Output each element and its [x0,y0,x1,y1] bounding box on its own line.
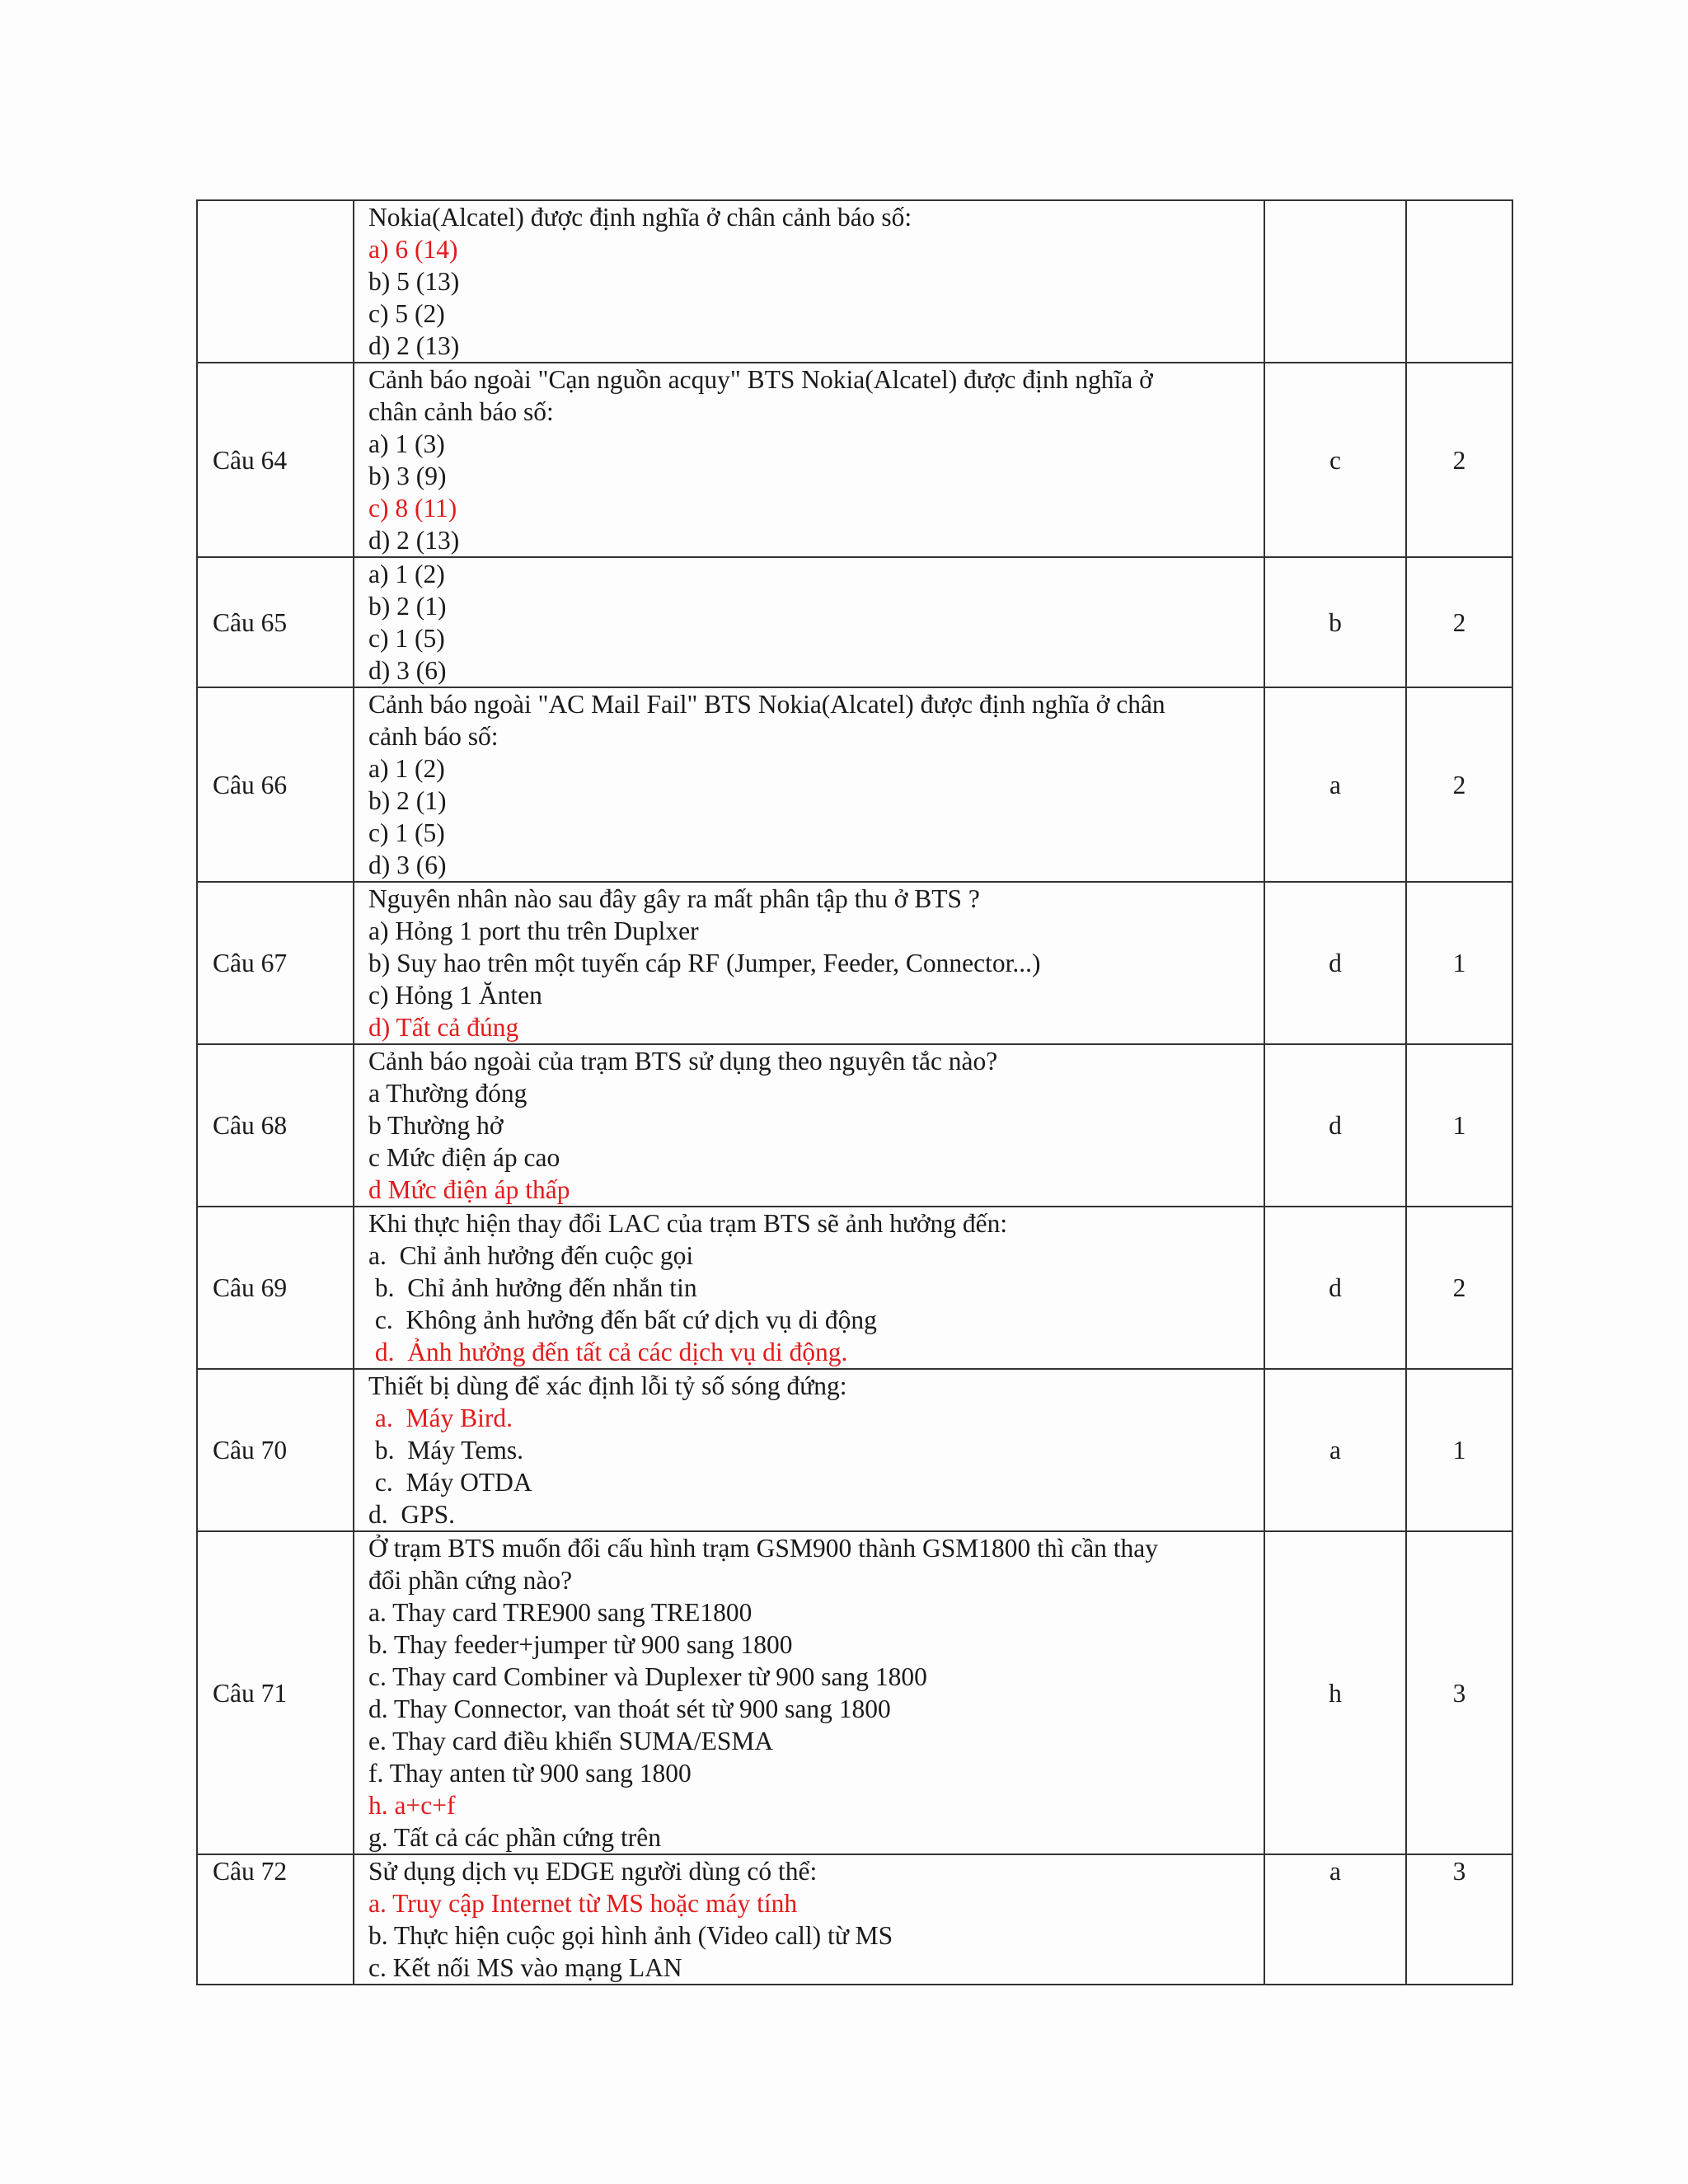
question-number: Câu 71 [197,1531,354,1854]
question-line: d) 2 (13) [368,331,460,360]
question-row [197,1207,1512,1369]
question-row [197,1044,1512,1207]
question-table [196,199,1513,1985]
difficulty-level: 2 [1406,557,1512,687]
question-line: Ở trạm BTS muốn đổi cấu hình trạm GSM900 thành GSM1800 thì cần thay [368,1534,1159,1563]
question-line: a) 1 (2) [368,754,445,783]
question-row [197,1369,1512,1531]
question-line: chân cảnh báo số: [368,397,554,426]
answer-key: d [1264,1044,1406,1207]
correct-option-line: c) 8 (11) [368,494,457,523]
correct-option-line: d) Tất cả đúng [368,1013,519,1042]
question-line: f. Thay anten từ 900 sang 1800 [368,1759,692,1788]
question-line: b. Máy Tems. [368,1436,523,1465]
question-number [197,200,354,363]
answer-key: h [1264,1531,1406,1854]
question-text-cell [354,1044,1264,1207]
question-text-cell [354,687,1264,882]
question-text-cell [354,200,1264,363]
question-line: b) Suy hao trên một tuyến cáp RF (Jumper, Feeder, Connector...) [368,949,1041,977]
question-row [197,1531,1512,1854]
question-line: c) 5 (2) [368,299,445,328]
question-row [197,200,1512,363]
question-line: Khi thực hiện thay đổi LAC của trạm BTS sẽ ảnh hưởng đến: [368,1209,1008,1238]
question-number: Câu 64 [197,363,354,557]
difficulty-level: 1 [1406,882,1512,1044]
question-text-cell [354,1854,1264,1985]
answer-key: d [1264,1207,1406,1369]
question-line: a Thường đóng [368,1079,528,1108]
question-text-cell [354,1369,1264,1531]
answer-key [1264,200,1406,363]
question-line: cảnh báo số: [368,722,499,751]
difficulty-level: 2 [1406,1207,1512,1369]
question-number: Câu 69 [197,1207,354,1369]
correct-option-line: a. Truy cập Internet từ MS hoặc máy tính [368,1889,798,1918]
answer-key: a [1264,1369,1406,1531]
question-line: a. Chỉ ảnh hưởng đến cuộc gọi [368,1241,694,1270]
question-line: Nguyên nhân nào sau đây gây ra mất phân tập thu ở BTS ? [368,884,980,913]
correct-option-line: h. a+c+f [368,1791,456,1820]
question-text-cell [354,1531,1264,1854]
correct-option-line: d. Ảnh hưởng đến tất cả các dịch vụ di động. [368,1338,848,1366]
question-line: d. Thay Connector, van thoát sét từ 900 sang 1800 [368,1694,891,1723]
difficulty-level: 1 [1406,1369,1512,1531]
question-line: d) 2 (13) [368,526,460,555]
difficulty-level: 2 [1406,363,1512,557]
question-table-body [197,200,1512,1985]
question-line: c. Thay card Combiner và Duplexer từ 900 sang 1800 [368,1662,927,1691]
question-number: Câu 66 [197,687,354,882]
question-line: a) Hỏng 1 port thu trên Duplxer [368,916,699,945]
question-row [197,363,1512,557]
question-line: d. GPS. [368,1500,456,1529]
question-line: đổi phần cứng nào? [368,1566,573,1595]
question-line: d) 3 (6) [368,851,447,879]
answer-key: b [1264,557,1406,687]
question-line: a) 1 (3) [368,429,445,458]
question-line: b) 3 (9) [368,462,447,490]
question-line: a) 1 (2) [368,560,445,588]
question-number: Câu 68 [197,1044,354,1207]
question-line: b) 5 (13) [368,267,460,296]
question-text-cell [354,557,1264,687]
question-line: Cảnh báo ngoài "AC Mail Fail" BTS Nokia(Alcatel) được định nghĩa ở chân [368,690,1165,719]
correct-option-line: d Mức điện áp thấp [368,1175,570,1204]
question-line: b. Thay feeder+jumper từ 900 sang 1800 [368,1630,793,1659]
question-line: c) Hỏng 1 Ănten [368,981,542,1010]
question-line: e. Thay card điều khiển SUMA/ESMA [368,1727,774,1755]
answer-key: a [1264,1854,1406,1985]
question-line: Cảnh báo ngoài "Cạn nguồn acquy" BTS Nokia(Alcatel) được định nghĩa ở [368,365,1153,394]
question-line: Cảnh báo ngoài của trạm BTS sử dụng theo nguyên tắc nào? [368,1047,998,1076]
question-line: c. Máy OTDA [368,1468,532,1497]
question-line: Thiết bị dùng để xác định lỗi tỷ số sóng đứng: [368,1371,847,1400]
question-line: a. Thay card TRE900 sang TRE1800 [368,1598,753,1627]
question-line: b) 2 (1) [368,592,447,621]
question-number: Câu 72 [197,1854,354,1985]
question-line: b. Chỉ ảnh hưởng đến nhắn tin [368,1273,697,1302]
question-number: Câu 70 [197,1369,354,1531]
question-line: d) 3 (6) [368,656,447,685]
question-row [197,882,1512,1044]
difficulty-level [1406,200,1512,363]
question-line: c Mức điện áp cao [368,1143,560,1172]
difficulty-level: 1 [1406,1044,1512,1207]
question-line: c. Kết nối MS vào mạng LAN [368,1953,682,1982]
question-text-cell [354,1207,1264,1369]
answer-key: d [1264,882,1406,1044]
question-line: Nokia(Alcatel) được định nghĩa ở chân cảnh báo số: [368,203,912,232]
question-line: b. Thực hiện cuộc gọi hình ảnh (Video call) từ MS [368,1921,893,1950]
question-line: Sử dụng dịch vụ EDGE người dùng có thể: [368,1857,818,1886]
question-text-cell [354,882,1264,1044]
question-row [197,557,1512,687]
question-line: c) 1 (5) [368,624,445,653]
answer-key: a [1264,687,1406,882]
answer-key: c [1264,363,1406,557]
question-number: Câu 65 [197,557,354,687]
difficulty-level: 3 [1406,1531,1512,1854]
question-line: c) 1 (5) [368,818,445,847]
question-line: b) 2 (1) [368,786,447,815]
question-text-cell [354,363,1264,557]
question-row [197,1854,1512,1985]
question-line: b Thường hở [368,1111,504,1140]
question-row [197,687,1512,882]
correct-option-line: a) 6 (14) [368,235,458,264]
difficulty-level: 3 [1406,1854,1512,1985]
question-number: Câu 67 [197,882,354,1044]
correct-option-line: a. Máy Bird. [368,1404,513,1432]
difficulty-level: 2 [1406,687,1512,882]
question-line: g. Tất cả các phần cứng trên [368,1823,661,1852]
question-line: c. Không ảnh hưởng đến bất cứ dịch vụ di động [368,1305,877,1334]
